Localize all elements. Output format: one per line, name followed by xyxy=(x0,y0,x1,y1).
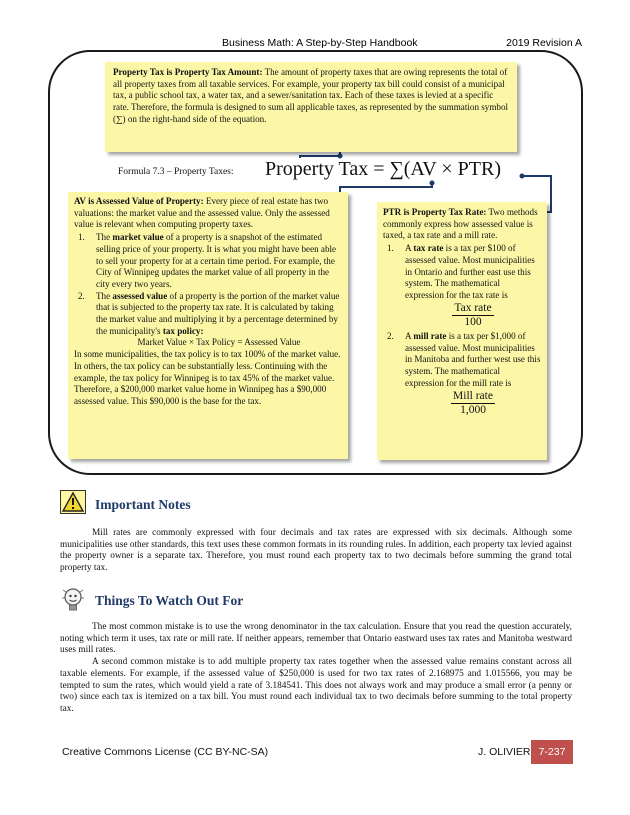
av-item-1-term: market value xyxy=(112,232,164,243)
property-tax-box xyxy=(105,62,517,152)
av-list xyxy=(74,232,342,349)
mill-rate-numerator: Mill rate xyxy=(451,391,495,405)
ptr-item-1-term: tax rate xyxy=(413,243,444,254)
property-tax-rate-box xyxy=(377,202,547,460)
connector-dot-av xyxy=(430,181,435,186)
ptr-lead: PTR is Property Tax Rate: xyxy=(383,207,487,217)
notes-title: Important Notes xyxy=(95,497,191,512)
av-intro: Every piece of real estate has two valuations: the market value and the assessed value. Only the assessed value is relevant when computing property taxes. xyxy=(74,196,330,230)
ptr-intro: Two methods commonly express how assessed value is taxed, a tax rate and a mill rate. xyxy=(383,207,538,241)
ptr-item-2-term: mill rate xyxy=(413,331,447,342)
page-number-badge: 7-237 xyxy=(531,740,573,764)
ptr-item-mill-rate xyxy=(383,331,541,417)
header-title: Business Math: A Step-by-Step Handbook xyxy=(222,37,418,49)
warning-icon xyxy=(60,490,86,514)
property-tax-lead: Property Tax is Property Tax Amount: xyxy=(113,67,263,77)
footer-license: Creative Commons License (CC BY-NC-SA) xyxy=(62,746,269,758)
assessed-value-box xyxy=(68,192,348,459)
av-item-2-text: of a property is the portion of the market value that is subjected to the property tax rate. It is calculated by taking the market value and multiplying it by a percentage determined by the municipality's xyxy=(96,290,340,336)
av-closing: In some municipalities, the tax policy is to tax 100% of the market value. In others, the tax policy can be substantially less. Continuing with the example, the tax policy for Winnipeg is to tax 45% of the market value. Therefore, a $200,000 market value home in Winnipeg has a $90,000 assessed value. This $90,000 is the base for the tax. xyxy=(74,349,341,406)
av-item-1-text: of a property is a snapshot of the estimated selling price of your property. It is what you might have been able to sell your property for at a certain time period. For example, the City of Winnipeg updates the market value of all property in the city every two years. xyxy=(96,232,337,289)
ptr-item-2-pre: A xyxy=(405,331,414,342)
connector-dot-ptr xyxy=(520,174,525,179)
ptr-item-1-pre: A xyxy=(405,243,414,254)
av-item-2-pre: The xyxy=(96,290,113,301)
lightbulb-icon xyxy=(60,586,86,614)
formula-expression: Property Tax = ∑(AV × PTR) xyxy=(265,158,501,180)
watch-title: Things To Watch Out For xyxy=(95,593,244,608)
tax-rate-numerator: Tax rate xyxy=(452,303,493,317)
av-item-2-number: 2. xyxy=(78,290,85,301)
ptr-item-2-number: 2. xyxy=(387,331,394,342)
notes-text: Mill rates are commonly expressed with four decimals and tax rates are expressed with six decimals. Although some municipalities use other standards, this text uses these common formats in its rounding rules. In addition, each property tax levied against the property owner is a separate tax. Therefore, you must round each property tax to two decimals before summing the grand total property tax. xyxy=(60,528,572,574)
ptr-item-tax-rate xyxy=(383,243,541,329)
av-item-assessed-value xyxy=(74,291,342,350)
header-revision: 2019 Revision A xyxy=(506,37,582,49)
av-item-1-pre: The xyxy=(96,232,113,243)
tax-rate-denominator: 100 xyxy=(464,316,482,329)
av-item-2-term2: tax policy: xyxy=(162,325,204,336)
tax-rate-fraction xyxy=(405,303,541,329)
watch-text-2: A second common mistake is to add multiple property tax rates together when the assessed value remains constant across all taxable elements. For example, if the assessed value of $250,000 is used for two tax rates of 2.168975 and 1.015566, you may be tempted to sum the rates, which would yield a rate of 3.184541. This does not always work and may produce a small error (a penny or two) since each tax is itemized on a tax bill. You must round each individual tax to two decimals before summing to the total property tax. xyxy=(60,657,572,714)
property-tax-text: The amount of property taxes that are owing represents the total of all property taxes from all taxable services. For example, your property tax bill could consist of a municipal tax, a public school tax, a water tax, and a sewer/sanitation tax. Each of these taxes is levied at a specific rate. Therefore, the formula is designed to sum all applicable taxes, as represented by the summation symbol (∑) on the right-hand side of the equation. xyxy=(113,67,509,124)
watch-paragraphs xyxy=(60,622,572,716)
ptr-list xyxy=(383,243,541,417)
av-lead: AV is Assessed Value of Property: xyxy=(74,196,204,206)
mill-rate-fraction xyxy=(405,391,541,417)
av-item-market-value xyxy=(74,232,342,291)
av-item-1-number: 1. xyxy=(78,232,85,243)
footer-author: J. OLIVIER xyxy=(478,746,531,758)
formula-label: Formula 7.3 – Property Taxes: xyxy=(118,167,234,177)
ptr-item-2-text: is a tax per $1,000 of assessed value. Most municipalities in Manitoba and further west use this system. The mathematical expression for the mill rate is xyxy=(405,331,541,388)
connector-av xyxy=(340,183,432,195)
ptr-item-1-text: is a tax per $100 of assessed value. Most municipalities in Ontario and further east use this system. The mathematical expression for the tax rate is xyxy=(405,243,535,300)
watch-text-1: The most common mistake is to use the wrong denominator in the tax calculation. Ensure that you read the question accurately, noting which term it uses, tax rate or mill rate. If neither appears, remember that Ontario eastward uses tax rates and Manitoba westward uses mill rates. xyxy=(60,622,572,656)
av-item-2-term: assessed value xyxy=(112,290,168,301)
assessed-value-equation: Market Value × Tax Policy = Assessed Value xyxy=(137,337,301,348)
notes-paragraph xyxy=(60,528,572,575)
mill-rate-denominator: 1,000 xyxy=(460,404,486,417)
ptr-item-1-number: 1. xyxy=(387,243,394,254)
